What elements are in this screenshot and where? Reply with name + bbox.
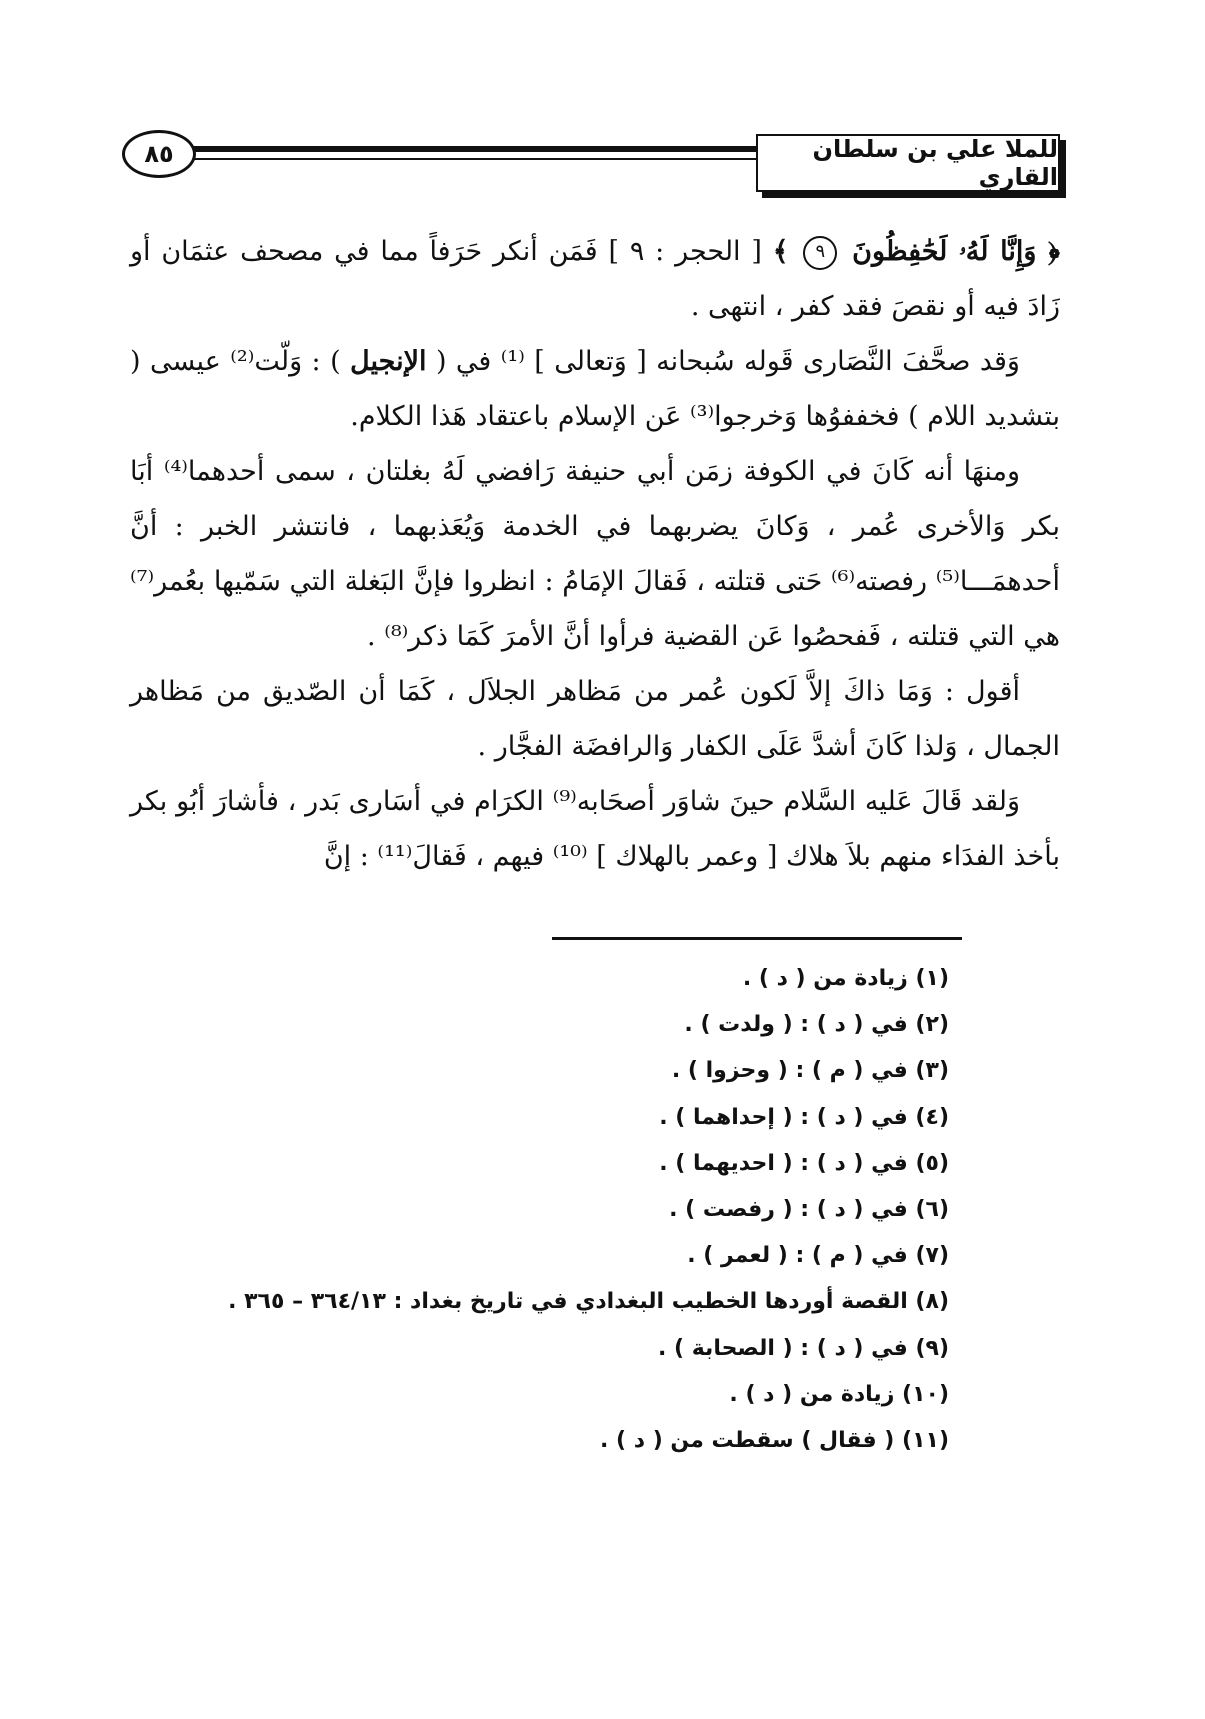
footnote: (٥) في ( د ) : ( احديهما ) . [659, 1150, 949, 1176]
verse-number-marker: ٩ [803, 236, 837, 270]
footnote: (٢) في ( د ) : ( ولدت ) . [684, 1012, 949, 1038]
footnote: (٧) في ( م ) : ( لعمر ) . [687, 1243, 949, 1269]
running-title: للملا علي بن سلطان القاري [756, 134, 1060, 192]
footnote: (٣) في ( م ) : ( وحزوا ) . [671, 1058, 949, 1084]
footnote: (١١) ( فقال ) سقطت من ( د ) . [600, 1428, 949, 1454]
footnotes-list [189, 956, 949, 1464]
paragraph-2-rest: ) : وَلّت⁽²⁾ عيسى ( بتشديد اللام ) فخففوُها وَخرجوا⁽³⁾ عَن الإسلام باعتقاد هَذا الكلام. [130, 346, 1060, 432]
quran-verse: ﴿ وَإِنَّا لَهُۥ لَحَٰفِظُونَ [852, 236, 1060, 267]
paragraph-3: ومنهَا أنه كَانَ في الكوفة زمَن أبي حنيفة رَافضي لَهُ بغلتان ، سمى أحدهما⁽⁴⁾ أبَا بكر وَالأخرى عُمر ، وَكانَ يضربهما في الخدمة وَيُعَذبهما ، فانتشر الخبر : أنَّ أحدهمَـــا⁽⁵⁾ رفصته⁽⁶⁾ حَتى قتلته ، فَقالَ الإمَامُ : انظروا فإنَّ البَغلة التي سَمّيها بعُمر⁽⁷⁾ هي التي قتلته ، فَفحصُوا عَن القضية فرأوا أنَّ الأمرَ كَمَا ذكر⁽⁸⁾ . [130, 456, 1061, 652]
footnote-separator [552, 937, 962, 940]
paragraph-2-start: وَقد صحَّفَ النَّصَارى قَوله سُبحانه [ وَتعالى ] ⁽¹⁾ في ( [435, 346, 1020, 377]
paragraph-1-rest: [ الحجر : ٩ ] فَمَن أنكر حَرَفاً مما في مصحف عثمَان أو زَادَ فيه أو نقصَ فقد كفر ، انتهى . [130, 236, 1060, 322]
injeel-word: الإنجيل [350, 346, 427, 377]
page-number-badge: ٨٥ [122, 130, 196, 178]
footnote: (٨) القصة أوردها الخطيب البغدادي في تاريخ بغداد : ٣٦٤/١٣ – ٣٦٥ . [228, 1289, 949, 1315]
paragraph-2 [130, 334, 1060, 444]
paragraph-5: وَلقد قَالَ عَليه السَّلام حينَ شاوَر أصحَابه⁽⁹⁾ الكرَام في أسَارى بَدر ، فأشارَ أبُو بكر بأخذ الفدَاء منهم بلاَ هلاك [ وعمر بالهلاك ] ⁽¹⁰⁾ فيهم ، فَقالَ⁽¹¹⁾ : إنَّ [130, 786, 1060, 872]
page-header [122, 126, 1060, 196]
footnote: (٤) في ( د ) : ( إحداهما ) . [659, 1104, 949, 1130]
footnote: (٩) في ( د ) : ( الصحابة ) . [657, 1335, 949, 1361]
main-text [130, 224, 1060, 884]
paragraph-1 [130, 224, 1060, 334]
verse-bracket-close: ﴾ [772, 236, 789, 267]
footnote: (١) زيادة من ( د ) . [742, 966, 949, 991]
paragraph-4: أقول : وَمَا ذاكَ إلاَّ لَكون عُمر من مَظاهر الجلاَل ، كَمَا أن الصّديق من مَظاهر الجمال ، وَلذا كَانَ أشدَّ عَلَى الكفار وَالرافضَة الفجَّار . [130, 676, 1060, 762]
footnote: (٦) في ( د ) : ( رفصت ) . [669, 1197, 949, 1223]
footnote: (١٠) زيادة من ( د ) . [729, 1381, 949, 1407]
